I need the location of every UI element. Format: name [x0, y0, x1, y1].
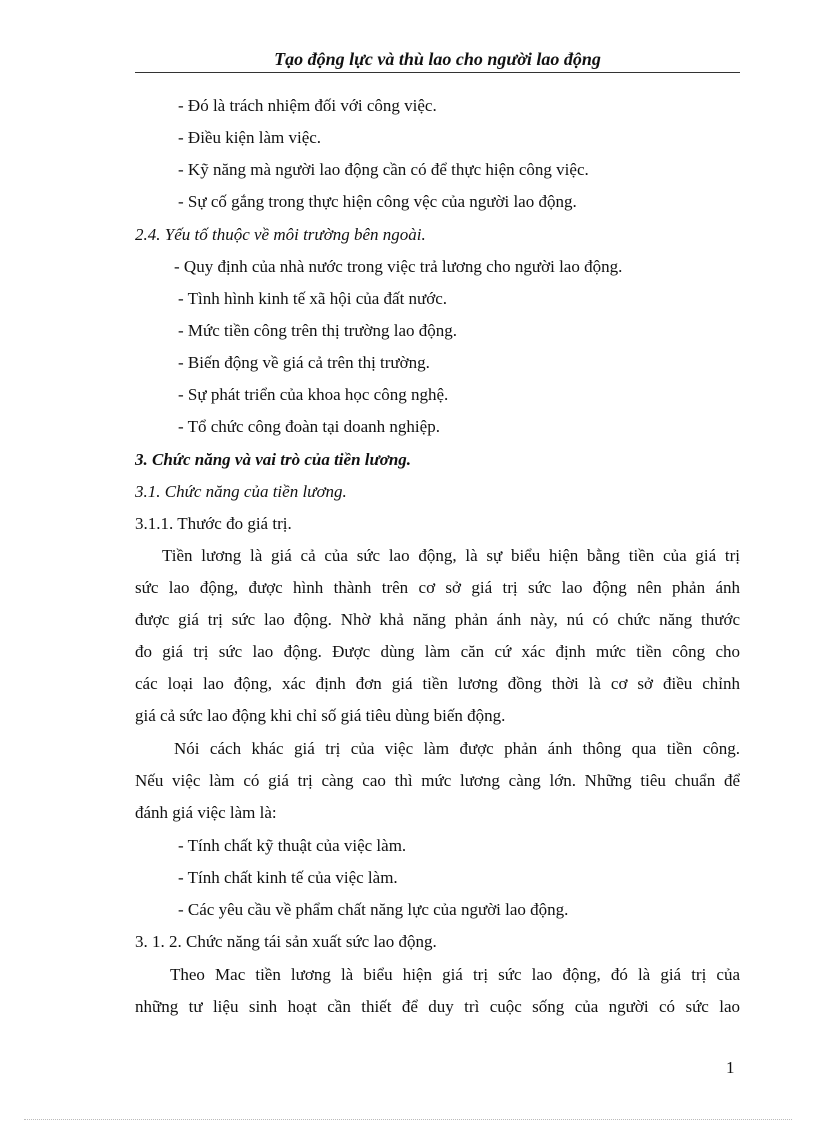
page-bottom-divider — [24, 1119, 792, 1120]
list-item: - Quy định của nhà nước trong việc trả lương cho người lao động. — [174, 257, 623, 276]
paragraph-line: các loại lao động, xác định đơn giá tiền lương đồng thời là cơ sở điều chỉnh — [135, 674, 740, 693]
list-item: - Tính chất kinh tế của việc làm. — [178, 868, 398, 887]
paragraph-line: Theo Mac tiền lương là biểu hiện giá trị sức lao động, đó là giá trị của — [170, 965, 740, 984]
paragraph-line: đo giá trị sức lao động. Được dùng làm căn cứ xác định mức tiền công cho — [135, 642, 740, 661]
header-title: Tạo động lực và thù lao cho người lao động — [274, 49, 601, 69]
paragraph-line: những tư liệu sinh hoạt cần thiết để duy trì cuộc sống của người có sức lao — [135, 997, 740, 1016]
list-item: - Tình hình kinh tế xã hội của đất nước. — [178, 289, 448, 308]
paragraph-line: Nói cách khác giá trị của việc làm được phản ánh thông qua tiền công. — [174, 739, 740, 758]
section-heading-3-1-1: 3.1.1. Thước đo giá trị. — [135, 514, 292, 533]
list-item: - Điều kiện làm việc. — [178, 128, 322, 147]
paragraph-line: Nếu việc làm có giá trị càng cao thì mức lương càng lớn. Những tiêu chuẩn để — [135, 771, 740, 790]
list-item: - Tính chất kỹ thuật của việc làm. — [178, 836, 407, 855]
paragraph-line: được giá trị sức lao động. Nhờ khả năng phản ánh này, nú có chức năng thước — [135, 610, 740, 629]
list-item: - Đó là trách nhiệm đối với công việc. — [178, 96, 437, 115]
section-heading-2-4: 2.4. Yếu tố thuộc về môi trường bên ngoài. — [135, 225, 426, 244]
section-heading-3-1-2: 3. 1. 2. Chức năng tái sản xuất sức lao động. — [135, 932, 437, 951]
list-item: - Kỹ năng mà người lao động cần có để thực hiện công việc. — [178, 160, 589, 179]
page-header — [135, 46, 740, 73]
page-number: 1 — [726, 1058, 735, 1077]
list-item: - Sự phát triển của khoa học công nghệ. — [178, 385, 449, 404]
list-item: - Sự cố gắng trong thực hiện công vệc của người lao động. — [178, 192, 577, 211]
list-item: - Mức tiền công trên thị trường lao động. — [178, 321, 458, 340]
section-heading-3: 3. Chức năng và vai trò của tiền lương. — [135, 450, 412, 469]
paragraph-line: đánh giá việc làm là: — [135, 803, 277, 822]
section-heading-3-1: 3.1. Chức năng của tiền lương. — [135, 482, 347, 501]
list-item: - Các yêu cầu về phẩm chất năng lực của người lao động. — [178, 900, 569, 919]
list-item: - Tổ chức công đoàn tại doanh nghiệp. — [178, 417, 440, 436]
list-item: - Biến động về giá cả trên thị trường. — [178, 353, 430, 372]
paragraph-line: Tiền lương là giá cả của sức lao động, là sự biểu hiện bằng tiền của giá trị — [162, 546, 740, 565]
paragraph-line: sức lao động, được hình thành trên cơ sở giá trị sức lao động nên phản ánh — [135, 578, 740, 597]
paragraph-line: giá cả sức lao động khi chỉ số giá tiêu dùng biến động. — [135, 706, 506, 725]
